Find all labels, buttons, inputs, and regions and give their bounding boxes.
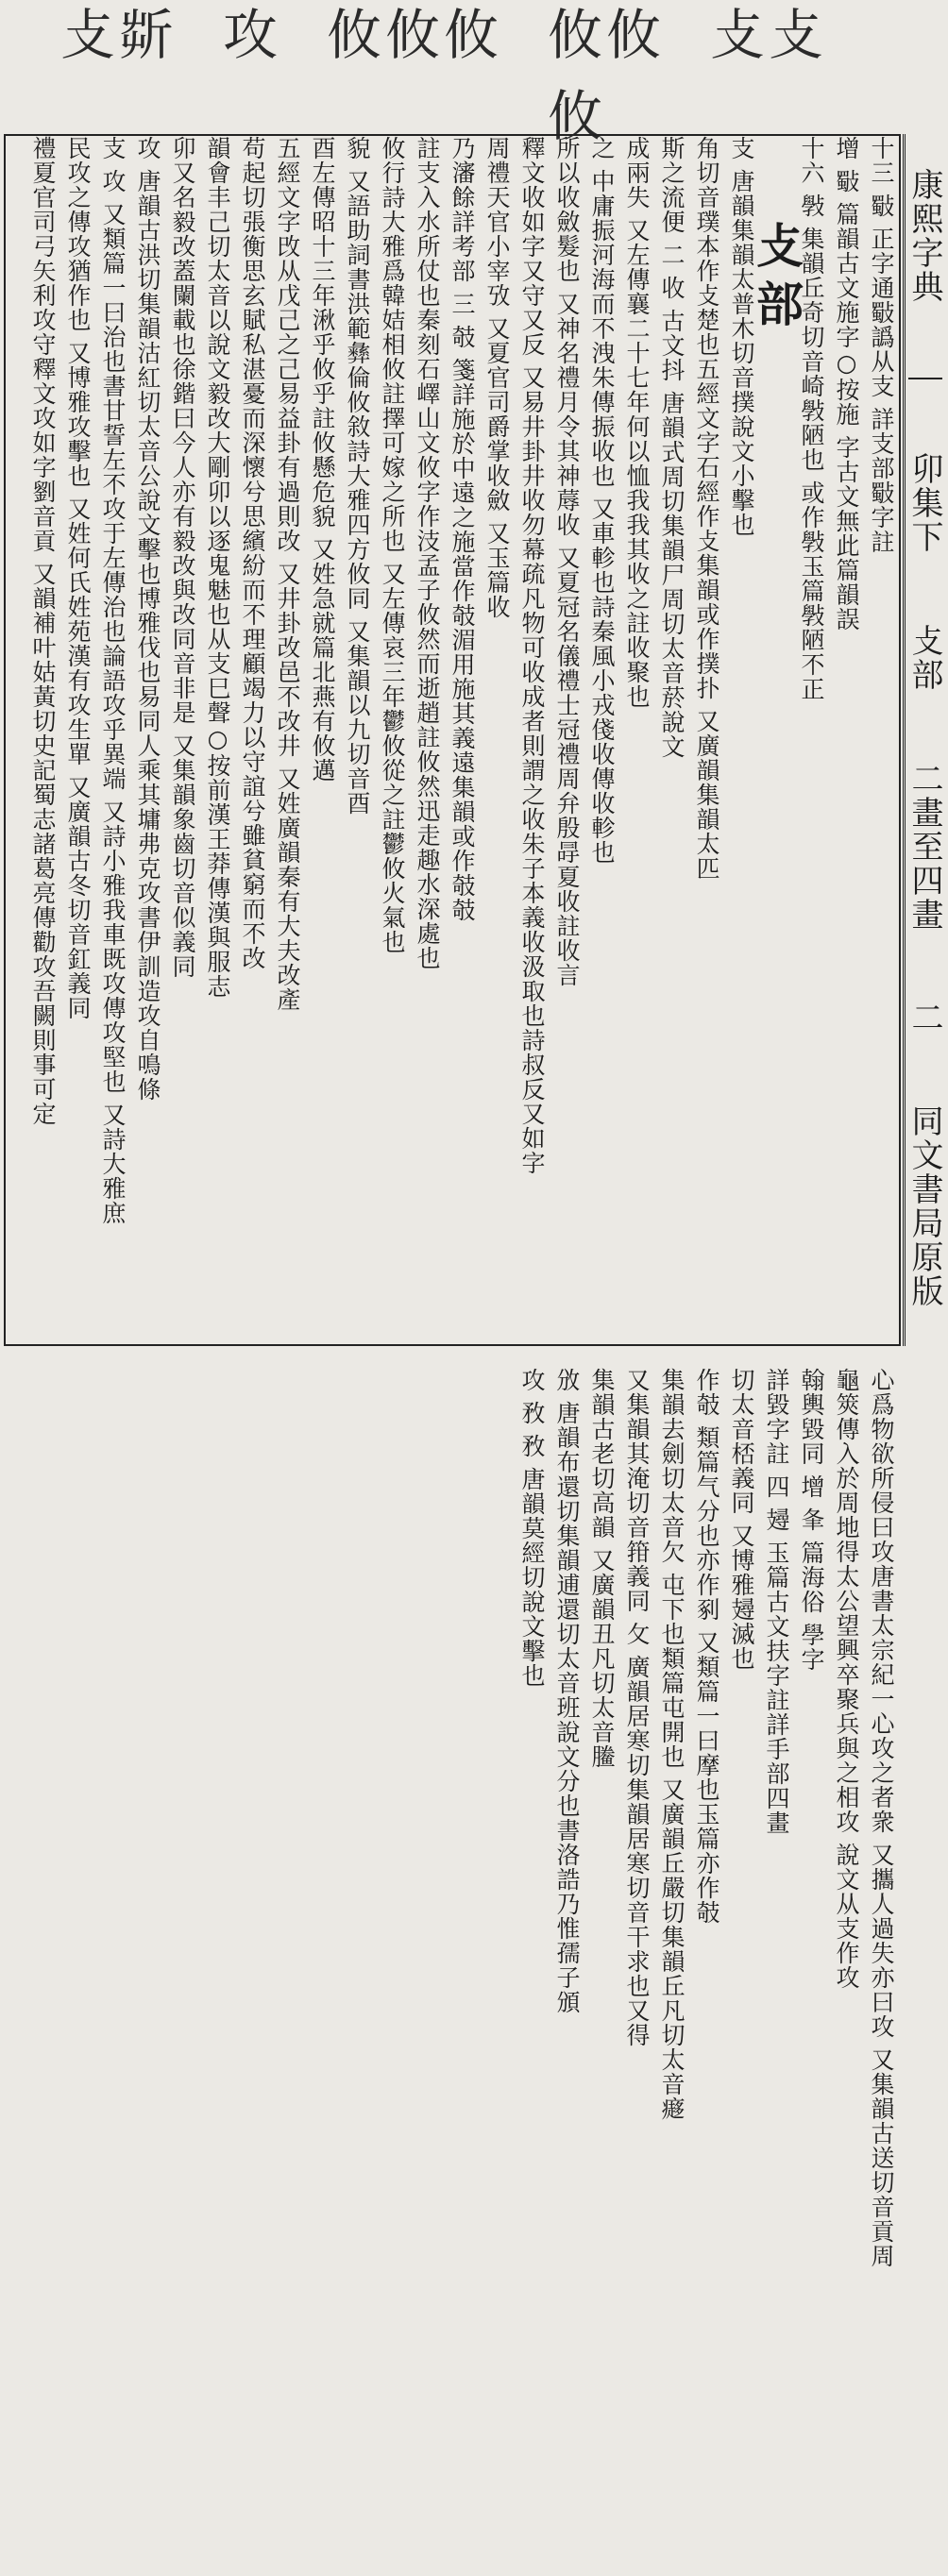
text-column: 禮夏官司弓矢利攻守釋文攻如字劉音貢 又韻補叶姑黃切史記蜀志諸葛亮傳勸攻吾闕則事可定 xyxy=(29,136,57,1126)
text-column: 釋文收如字又守又反 又易井卦井收勿幕疏凡物可收成者則謂之收朱子本義收汲取也詩叔反又如字 xyxy=(518,136,546,1175)
text-column: 註支入水所仗也秦刻石嶧山文攸字作汥孟子攸然而逝趙註攸然迅走趣水深處也 xyxy=(414,136,441,970)
text-column: 所以收斂髮也 又神名禮月令其神蓐收 又夏冠名儀禮士冠禮周弁殷冔夏收註收言 xyxy=(553,136,581,987)
text-column: 民攻之傳攻猶作也 又博雅攻擊也 又姓何氏姓苑漢有攻生單 又廣韻古冬切音釭義同 xyxy=(64,136,92,1020)
text-column: 成兩失 又左傳襄二十七年何以恤我我其收之註收聚也 xyxy=(623,136,651,709)
text-column: 切太音桮義同 又博雅攳滅也 xyxy=(728,1368,755,1671)
text-column: 乃瀋餘詳考部 三 攲 箋詳施於中遠之施當作攲湄用施其義遠集韻或作攲攲 xyxy=(449,136,476,922)
seal-group-2: 攻 xyxy=(222,3,281,67)
seal-script-header xyxy=(38,3,850,128)
seal-under-glyph: 攸 xyxy=(548,84,603,148)
text-column: 貌 又語助詞書洪範彝倫攸敘詩大雅四方攸同 又集韻以九切音酉 xyxy=(344,136,371,816)
text-column: 攸行詩大雅爲韓姞相攸註擇可嫁之所也 又左傳哀三年鬱攸從之註鬱攸火氣也 xyxy=(379,136,406,954)
text-column: 作攲 類篇气分也亦作剢 又類篇一曰摩也玉篇亦作攲 xyxy=(693,1368,720,1925)
book-title: 康熙字典 xyxy=(906,168,943,304)
seal-group-1: 攴㪿 xyxy=(59,3,178,67)
text-column: 支 攻 又類篇一曰治也書甘誓左不攻于左傳治也論語攻乎異端 又詩小雅我車既攻傳攻堅也 又詩大雅庶 xyxy=(99,136,127,1225)
text-column: 韻會丰己切太音以說文毅改大剛卯以逐鬼魅也从支巳聲○按前漢王莽傳漢與服志 xyxy=(204,136,231,999)
text-column: 十六 斅 集韻丘奇切音崎斅陋也 或作斅玉篇斅陋不正 xyxy=(798,136,825,701)
text-column: 集韻古老切高韻 又廣韻丑凡切太音䲢 xyxy=(588,1368,616,1769)
text-column: 心爲物欲所侵曰攻唐書太宗紀一心攻之者衆 又攜人過失亦曰攻 又集韻古送切音貢周 xyxy=(868,1368,895,2268)
text-column: 龜筴傳入於周地得太公望興卒聚兵與之相攻 說文从支作攻 xyxy=(833,1368,860,1990)
seal-group-4: 攸攸 xyxy=(547,3,665,67)
text-column: 十三 斀 正字通斀譌从支 詳支部斀字註 xyxy=(868,136,895,554)
text-column: 集韻去劍切太音欠 屯下也類篇屯開也 又廣韻丘嚴切集韻丘凡切太音㿐 xyxy=(658,1368,686,2121)
text-column: 卯又名毅改蓋闌載也徐鍇曰今人亦有毅改與改同音非是 又集韻象齒切音似義同 xyxy=(169,136,196,979)
publisher-label: 同文書局原版 xyxy=(906,1103,943,1308)
seal-group-5: 攴攴 xyxy=(709,3,827,67)
text-column: 斯之流便 二 收 古文抖 唐韻式周切集韻尸周切太音菸說文 xyxy=(658,136,686,759)
text-column: 增 斀 篇韻古文施字○按施 字古文無此篇韻誤 xyxy=(833,136,860,631)
page-number: 二 xyxy=(906,1001,943,1035)
text-column: 支 唐韻集韻太普木切音撲說文小擊也 xyxy=(728,136,755,537)
volume-label: 卯集下 xyxy=(906,452,943,555)
margin-divider xyxy=(908,378,942,379)
text-column: 之 中庸振河海而不洩朱傳振收也 又車軫也詩秦風小戎俴收傳收軫也 xyxy=(588,136,616,865)
text-column: 攻 唐韻古洪切集韻沽紅切太音公說文擊也博雅伐也易同人乘其墉弗克攻書伊訓造攻自鳴條 xyxy=(134,136,161,1102)
margin-column xyxy=(903,134,944,1346)
text-column: 酉左傳昭十三年湫乎攸乎註攸懸危貌 又姓急就篇北燕有攸邁 xyxy=(309,136,336,783)
text-column: 五經文字攺从戊己之己易益卦有過則改 又井卦改邑不改井 又姓廣韻秦有大夫改產 xyxy=(274,136,301,1012)
section-label: 攴部 xyxy=(906,623,943,692)
text-column: 周禮天官小宰攷 又夏官司爵掌收斂 又玉篇收 xyxy=(483,136,511,619)
text-column: 詳毀字註 四 攳 玉篇古文扶字註詳手部四畫 xyxy=(763,1368,790,1835)
seal-group-3: 攸攸攸 xyxy=(326,3,502,67)
text-column: 攽 唐韻布還切集韻逋還切太音班說文分也書洛誥乃惟孺子頒 xyxy=(553,1368,581,2014)
text-column: 角切音璞本作攴楚也五經文字石經作攴集韻或作撲扑 又廣韻集韻太匹 xyxy=(693,136,720,881)
stroke-range: 二畫至四畫 xyxy=(906,761,943,932)
text-column: 翰輿毀同 增 夆 篇海俗 學字 xyxy=(798,1368,825,1672)
dictionary-body xyxy=(6,136,899,2268)
radical-heading: 攴部 xyxy=(749,221,804,338)
text-column: 攻 敄 敄 唐韻莫經切說文擊也 xyxy=(518,1368,546,1688)
text-column: 又集韻其淹切音箝義同 攵 廣韻居寒切集韻居寒切音干求也又得 xyxy=(623,1368,651,2047)
text-column: 苟起切張衡思玄賦私湛憂而深懷兮思繽紛而不理顧竭力以守誼兮雖貧窮而不改 xyxy=(239,136,266,970)
